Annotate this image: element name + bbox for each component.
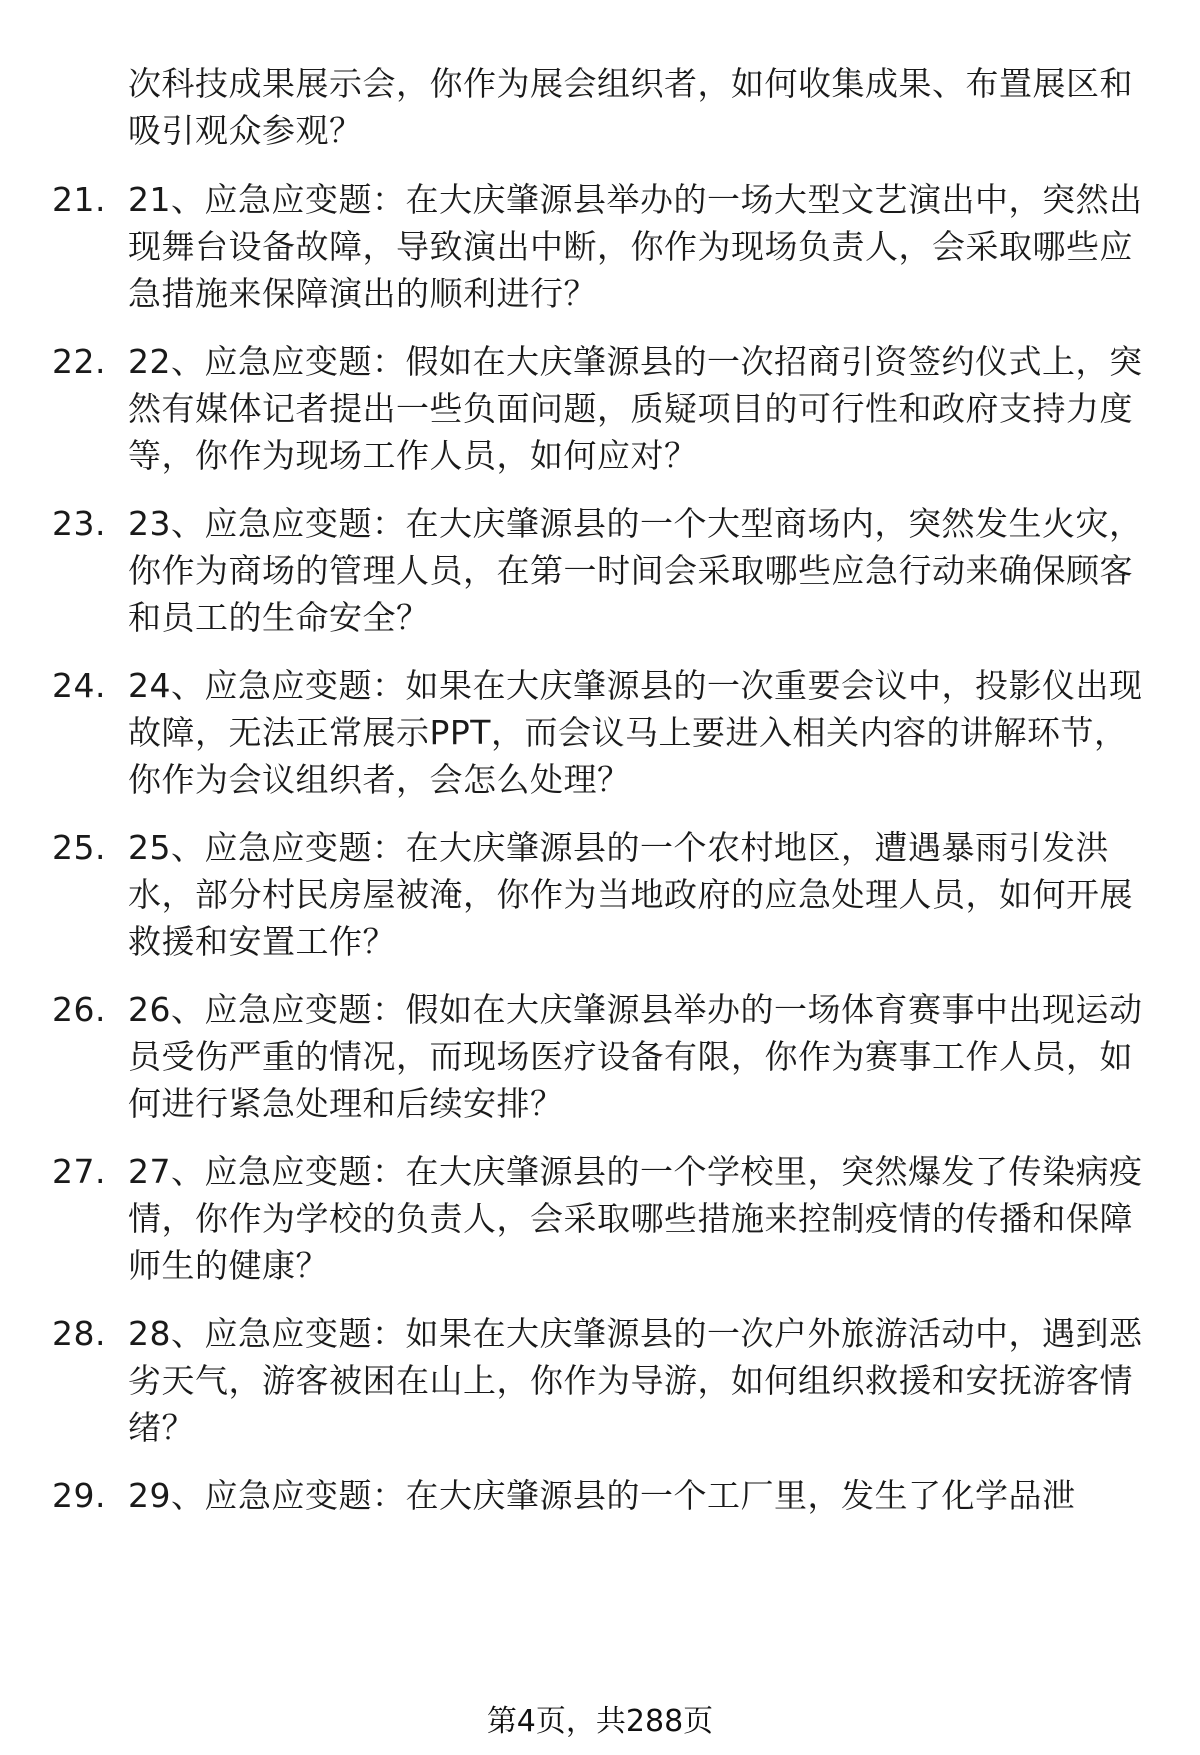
question-text: 25、应急应变题：在大庆肇源县的一个农村地区，遭遇暴雨引发洪水，部分村民房屋被淹，你作为当地政府的应急处理人员，如何开展救援和安置工作？ [128,828,1133,961]
question-text: 26、应急应变题：假如在大庆肇源县举办的一场体育赛事中出现运动员受伤严重的情况，而现场医疗设备有限，你作为赛事工作人员，如何进行紧急处理和后续安排？ [128,990,1143,1123]
question-number: 24. [52,666,106,705]
question-number: 29. [52,1476,106,1515]
question-number: 23. [52,504,106,543]
question-number: 28. [52,1314,106,1353]
question-number: 22. [52,342,106,381]
question-text: 22、应急应变题：假如在大庆肇源县的一次招商引资签约仪式上，突然有媒体记者提出一些负面问题，质疑项目的可行性和政府支持力度等，你作为现场工作人员，如何应对？ [128,342,1143,475]
question-number: 21. [52,180,106,219]
question-text: 23、应急应变题：在大庆肇源县的一个大型商场内，突然发生火灾，你作为商场的管理人员，在第一时间会采取哪些应急行动来确保顾客和员工的生命安全？ [128,504,1143,637]
question-number: 26. [52,990,106,1029]
question-number: 27. [52,1152,106,1191]
question-text: 27、应急应变题：在大庆肇源县的一个学校里，突然爆发了传染病疫情，你作为学校的负责人，会采取哪些措施来控制疫情的传播和保障师生的健康？ [128,1152,1143,1285]
question-text: 29、应急应变题：在大庆肇源县的一个工厂里，发生了化学品泄 [128,1476,1076,1515]
question-text: 24、应急应变题：如果在大庆肇源县的一次重要会议中，投影仪出现故障，无法正常展示PPT，而会议马上要进入相关内容的讲解环节，你作为会议组织者，会怎么处理？ [128,666,1143,799]
question-text: 21、应急应变题：在大庆肇源县举办的一场大型文艺演出中，突然出现舞台设备故障，导致演出中断，你作为现场负责人，会采取哪些应急措施来保障演出的顺利进行？ [128,180,1143,313]
question-number: 25. [52,828,106,867]
continued-question-text: 次科技成果展示会，你作为展会组织者，如何收集成果、布置展区和吸引观众参观？ [128,64,1133,150]
page-footer: 第4页，共288页 [486,1704,714,1739]
question-text: 28、应急应变题：如果在大庆肇源县的一次户外旅游活动中，遇到恶劣天气，游客被困在山上，你作为导游，如何组织救援和安抚游客情绪？ [128,1314,1143,1447]
